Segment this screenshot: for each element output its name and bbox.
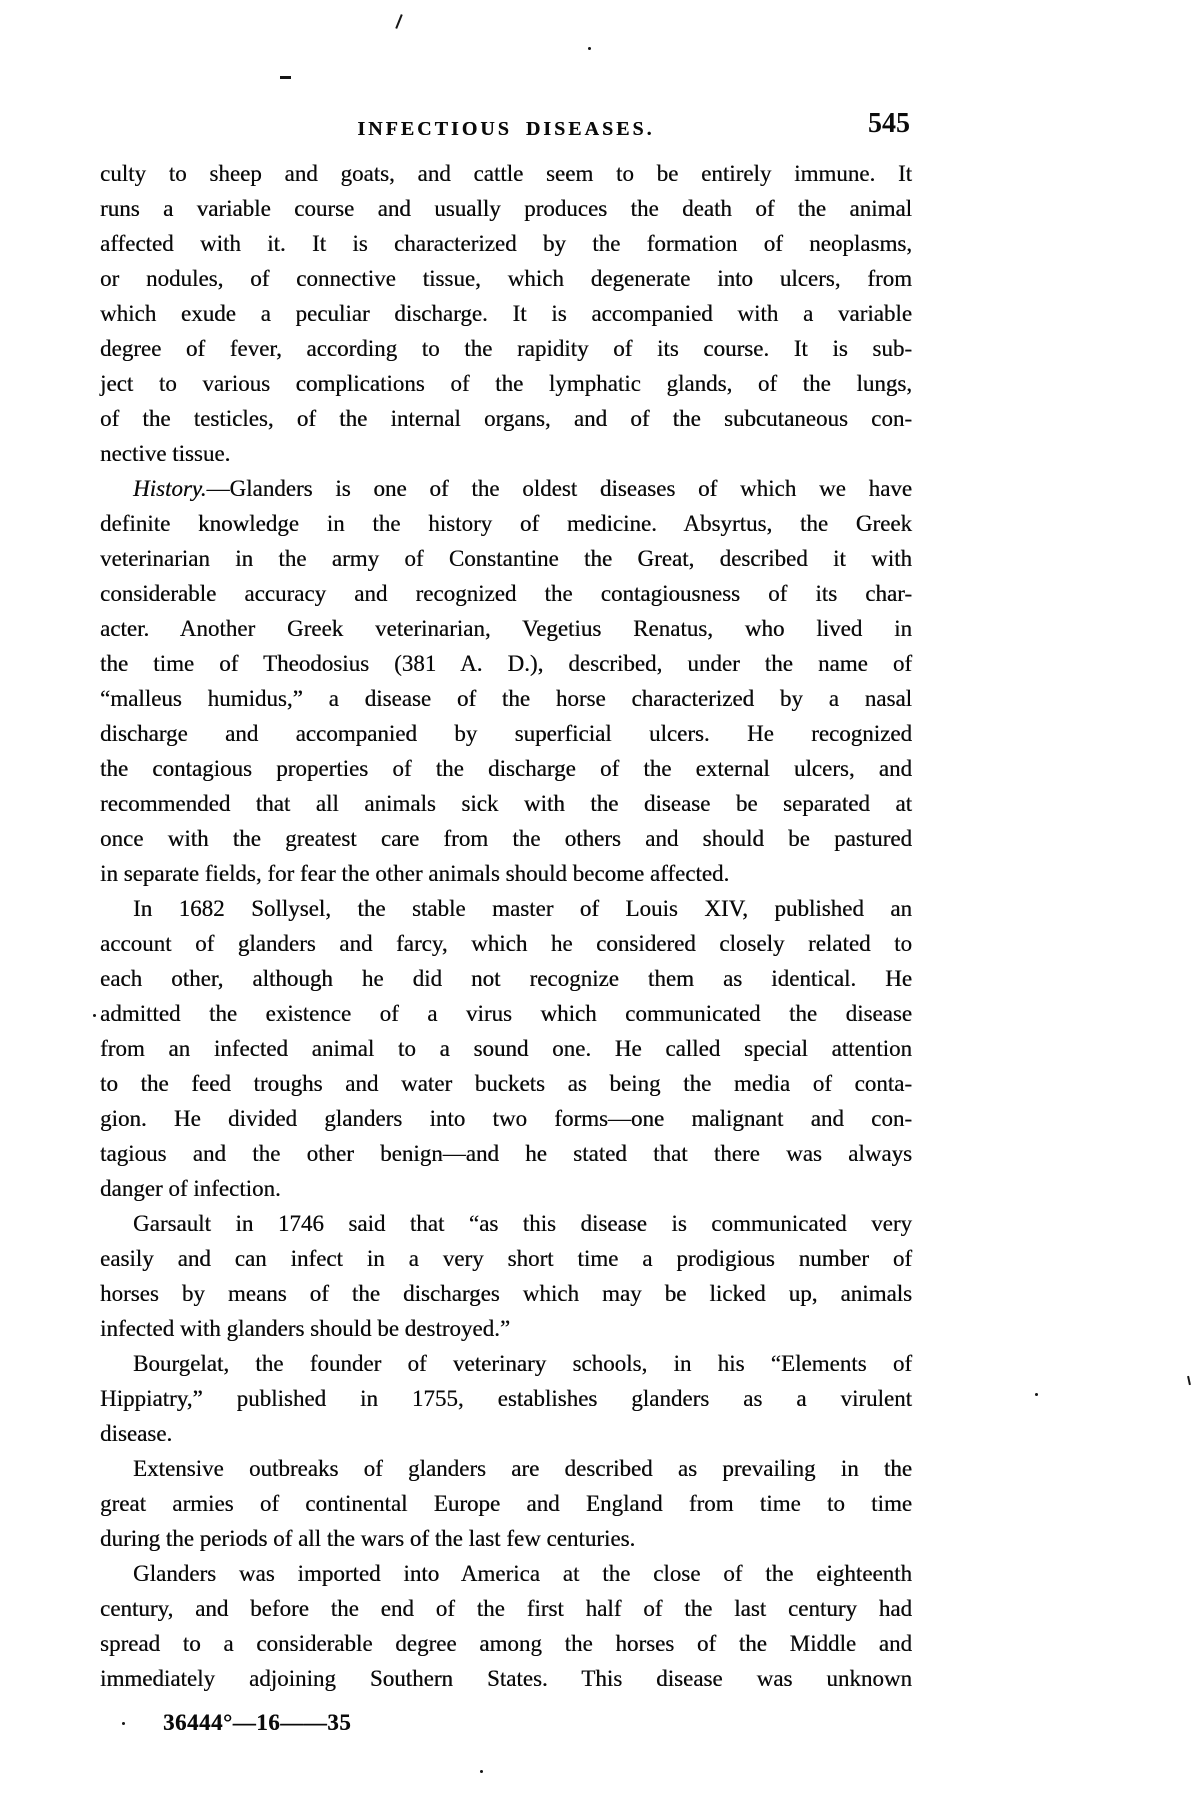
text-line: Bourgelat, the founder of veterinary schools, in his “Elements of (133, 1351, 912, 1376)
body-text (100, 156, 912, 1696)
text-line: the contagious properties of the discharge of the external ulcers, and (100, 756, 912, 781)
text-line: tagious and the other benign—and he stated that there was always (100, 1141, 912, 1166)
text-line: Garsault in 1746 said that “as this disease is communicated very (133, 1211, 912, 1236)
text-line: ject to various complications of the lymphatic glands, of the lungs, (100, 371, 912, 396)
running-title: INFECTIOUS DISEASES. (357, 118, 655, 140)
text-line: once with the greatest care from the others and should be pastured (100, 826, 912, 851)
text-line: century, and before the end of the first half of the last century had (100, 1596, 912, 1621)
scan-speck (1035, 1393, 1038, 1396)
text-line: Glanders was imported into America at the close of the eighteenth (133, 1561, 912, 1586)
text-line: Hippiatry,” published in 1755, establishes glanders as a virulent (100, 1386, 912, 1411)
scan-speck (588, 47, 591, 50)
text-line: the time of Theodosius (381 A. D.), described, under the name of (100, 651, 912, 676)
text-line: disease. (100, 1421, 173, 1446)
text-line: veterinarian in the army of Constantine the Great, described it with (100, 546, 912, 571)
paragraph (100, 1206, 912, 1346)
text-line: affected with it. It is characterized by the formation of neoplasms, (100, 231, 912, 256)
text-line: “malleus humidus,” a disease of the horse characterized by a nasal (100, 686, 912, 711)
text-line: gion. He divided glanders into two forms—one malignant and con- (100, 1106, 912, 1131)
scan-speck (93, 1014, 96, 1017)
text-line: acter. Another Greek veterinarian, Vegetius Renatus, who lived in (100, 616, 912, 641)
text-line: nective tissue. (100, 441, 231, 466)
text-line: in separate fields, for fear the other animals should become affected. (100, 861, 730, 886)
page-number: 545 (868, 108, 910, 139)
page-header (100, 104, 912, 144)
text-line: horses by means of the discharges which may be licked up, animals (100, 1281, 912, 1306)
text-line: considerable accuracy and recognized the contagiousness of its char- (100, 581, 912, 606)
scan-speck (480, 1770, 483, 1773)
text-line: easily and can infect in a very short time a prodigious number of (100, 1246, 912, 1271)
text-line: culty to sheep and goats, and cattle seem to be entirely immune. It (100, 161, 912, 186)
text-line: discharge and accompanied by superficial ulcers. He recognized (100, 721, 912, 746)
text-line: spread to a considerable degree among the horses of the Middle and (100, 1631, 912, 1656)
scan-mark-dash (280, 76, 291, 79)
paragraph (100, 156, 912, 471)
text-line: History.—Glanders is one of the oldest diseases of which we have (133, 476, 912, 501)
paragraph (100, 471, 912, 891)
text-line: great armies of continental Europe and England from time to time (100, 1491, 912, 1516)
paragraph (100, 891, 912, 1206)
text-line: recommended that all animals sick with the disease be separated at (100, 791, 912, 816)
text-line: account of glanders and farcy, which he considered closely related to (100, 931, 912, 956)
text-line: definite knowledge in the history of medicine. Absyrtus, the Greek (100, 511, 912, 536)
text-line: immediately adjoining Southern States. This disease was unknown (100, 1666, 912, 1691)
text-line: In 1682 Sollysel, the stable master of Louis XIV, published an (133, 896, 912, 921)
printer-signature: 36444°—16——35 (163, 1710, 352, 1735)
paragraph (100, 1451, 912, 1556)
text-line: which exude a peculiar discharge. It is accompanied with a variable (100, 301, 912, 326)
scan-mark-slash (395, 14, 402, 29)
text-line: Extensive outbreaks of glanders are described as prevailing in the (133, 1456, 912, 1481)
text-line: each other, although he did not recognize them as identical. He (100, 966, 912, 991)
text-line: during the periods of all the wars of the last few centuries. (100, 1526, 636, 1551)
paragraph (100, 1346, 912, 1451)
scan-speck (122, 1722, 125, 1725)
text-line: infected with glanders should be destroyed.” (100, 1316, 511, 1341)
scan-mark-tick (1187, 1376, 1191, 1385)
text-line: or nodules, of connective tissue, which degenerate into ulcers, from (100, 266, 912, 291)
text-line: to the feed troughs and water buckets as being the media of conta- (100, 1071, 912, 1096)
text-line: from an infected animal to a sound one. He called special attention (100, 1036, 912, 1061)
text-line: danger of infection. (100, 1176, 281, 1201)
text-line: degree of fever, according to the rapidity of its course. It is sub- (100, 336, 912, 361)
text-line: admitted the existence of a virus which communicated the disease (100, 1001, 912, 1026)
text-line: of the testicles, of the internal organs, and of the subcutaneous con- (100, 406, 912, 431)
paragraph (100, 1556, 912, 1696)
text-line: runs a variable course and usually produces the death of the animal (100, 196, 912, 221)
